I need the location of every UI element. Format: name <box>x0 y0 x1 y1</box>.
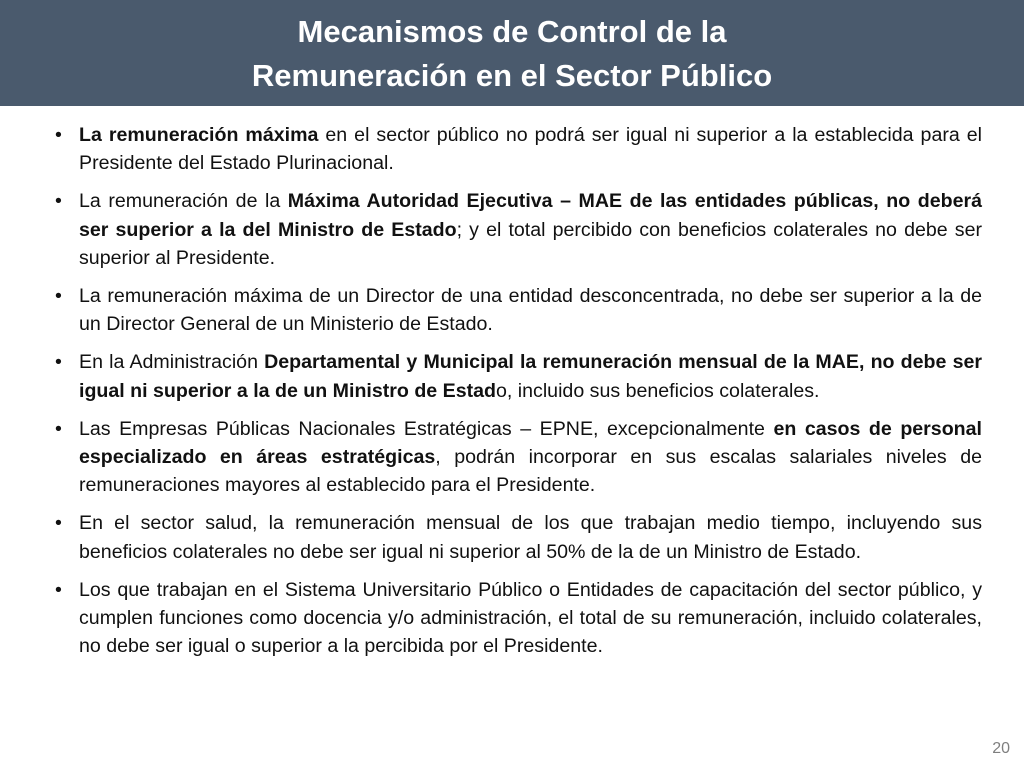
bullet-dot-icon: • <box>55 512 62 535</box>
bullet-item <box>50 576 982 661</box>
bullet-item <box>50 348 982 404</box>
bullet-text-bold: Departamental y Municipal la remuneración mensual de la MAE, no debe ser igual ni superior a la de un Ministro de Estad <box>79 351 982 402</box>
bullet-list <box>50 121 982 670</box>
page-number: 20 <box>992 740 1010 757</box>
bullet-dot-icon: • <box>55 351 62 374</box>
bullet-text-bold: La remuneración máxima <box>79 124 319 146</box>
slide-title-line-1: Mecanismos de Control de la <box>297 14 727 49</box>
bullet-text: en el sector público no podrá ser igual ni superior a la establecida para el Presidente del Estado Plurinacional. <box>79 124 983 175</box>
bullet-dot-icon: • <box>55 285 62 308</box>
bullet-text: Los que trabajan en el Sistema Universitario Público o Entidades de capacitación del sector público, y cumplen funciones como docencia y/o administración, el total de su remuneración, incluido colaterales, no debe ser igual o superior a la percibida por el Presidente. <box>79 578 982 658</box>
bullet-text: La remuneración de la <box>79 190 288 213</box>
bullet-item <box>50 282 982 338</box>
bullet-dot-icon: • <box>55 578 62 601</box>
bullet-text: En el sector salud, la remuneración mensual de los que trabajan medio tiempo, incluyendo sus beneficios colaterales no debe ser igual ni superior al 50% de la de un Ministro de Estado. <box>79 512 982 563</box>
bullet-dot-icon: • <box>55 417 62 440</box>
bullet-item <box>50 415 982 500</box>
slide-title-line-2: Remuneración en el Sector Público <box>251 58 773 93</box>
bullet-dot-icon: • <box>55 190 62 213</box>
bullet-text: ; y el total percibido con beneficios colaterales no debe ser superior al Presidente. <box>79 218 983 269</box>
bullet-text: Las Empresas Públicas Nacionales Estratégicas – EPNE, excepcionalmente <box>79 417 774 440</box>
bullet-text-bold: en casos de personal especializado en áreas estratégicas <box>79 417 982 469</box>
bullet-text: , podrán incorporar en sus escalas salariales niveles de remuneraciones mayores al establecido para el Presidente. <box>79 446 982 497</box>
bullet-text: o, incluido sus beneficios colaterales. <box>495 379 820 402</box>
bullet-dot-icon: • <box>55 124 62 146</box>
bullet-text-bold: Máxima Autoridad Ejecutiva – MAE de las entidades públicas, no deberá ser superior a la del Ministro de Estado <box>79 190 982 241</box>
bullet-text: En la Administración <box>79 351 265 374</box>
bullet-text: La remuneración máxima de un Director de una entidad desconcentrada, no debe ser superior a la de un Director General de un Ministerio de Estado. <box>79 285 982 336</box>
bullet-item <box>50 187 982 272</box>
title-bar <box>0 0 1024 106</box>
bullet-item <box>50 121 982 177</box>
bullet-item <box>50 509 982 565</box>
